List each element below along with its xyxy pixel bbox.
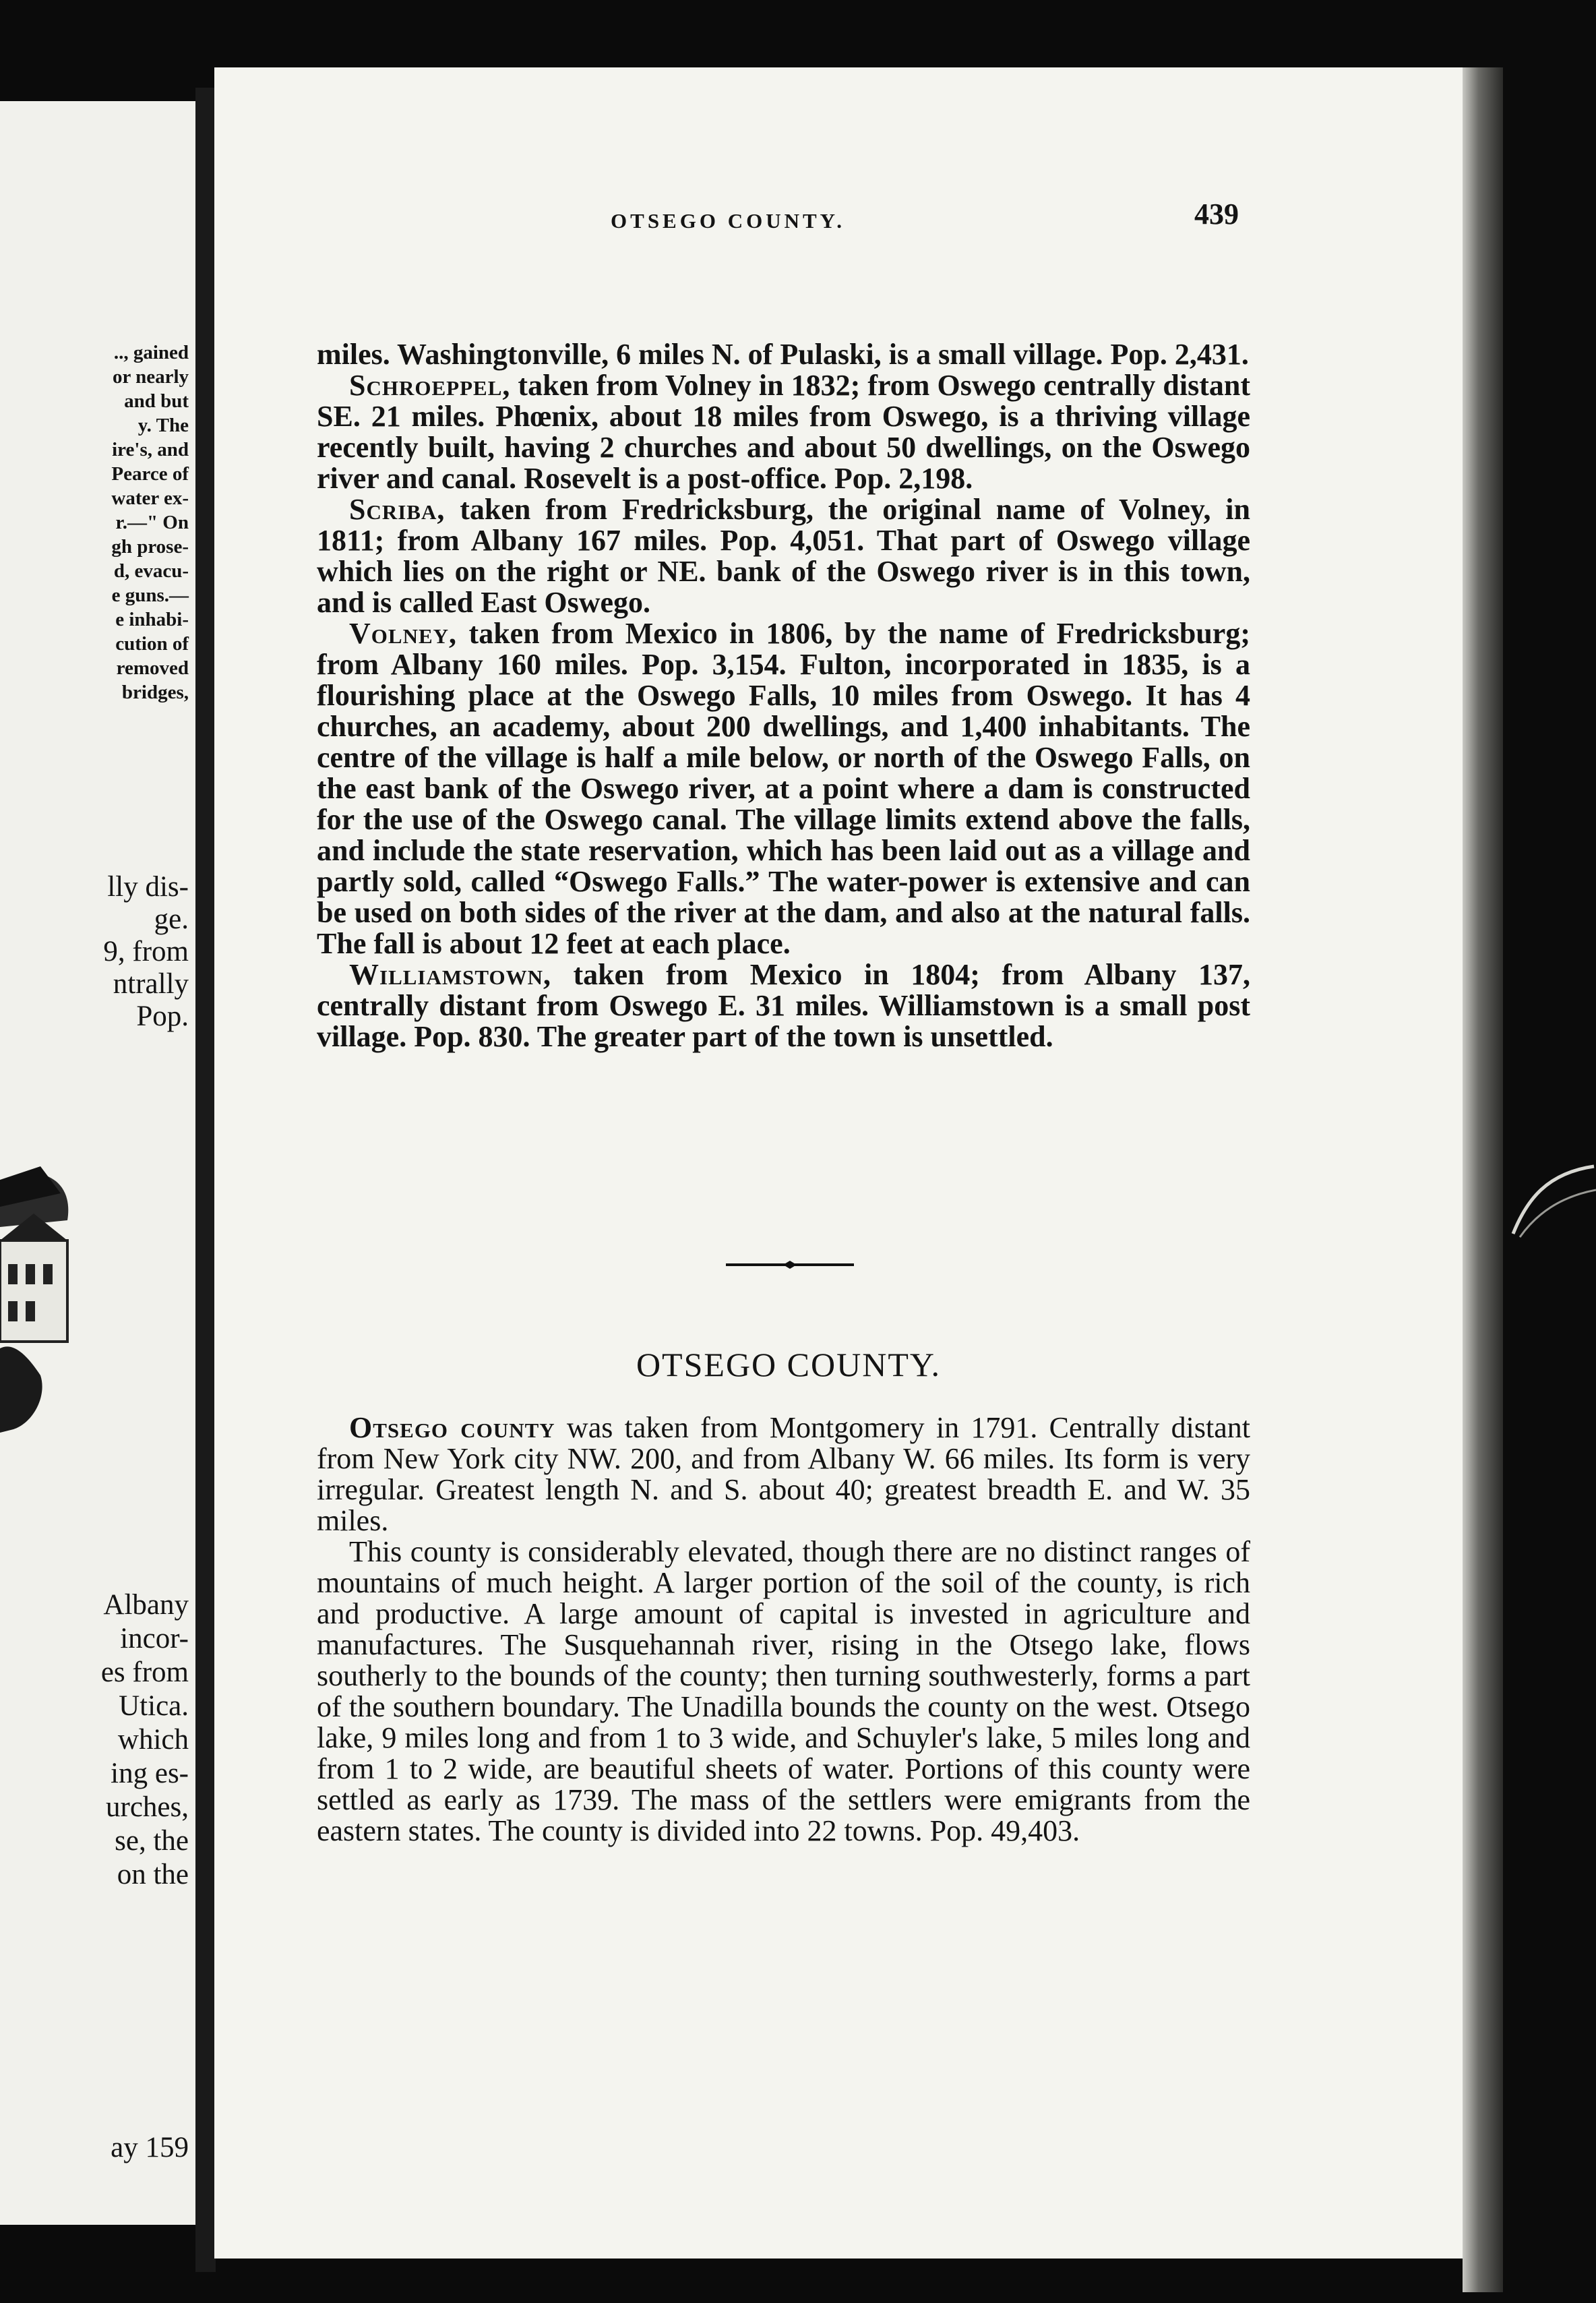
page-edge-shadow (1463, 67, 1503, 2292)
left-fragment-line: incor- (120, 1623, 189, 1654)
left-fragment-line: Pop. (136, 1000, 189, 1032)
left-fragment-line: y. The (137, 415, 189, 436)
town-name-volney: Volney, (349, 617, 458, 650)
left-fragment-line: or nearly (112, 366, 189, 388)
left-fragment-line: .., gained (113, 342, 189, 363)
left-facing-page (0, 101, 195, 2225)
town-name-schroeppel: Schroeppel, (349, 369, 511, 402)
left-fragment-line: lly dis- (107, 871, 189, 903)
paragraph-scriba (317, 494, 1250, 618)
left-fragment-line: bridges, (121, 682, 189, 703)
left-page-illustration (0, 1153, 74, 1436)
schroeppel-text: taken from Volney in 1832; from Oswego centrally distant SE. 21 miles. Phœnix, about 18 miles from Oswego, is a thriving village recently built, having 2 churches and about 50 dwellings, on the Oswego river and canal. Rosevelt is a post-office. Pop. 2,198. (317, 369, 1250, 495)
left-fragment-line: r.—" On (115, 512, 189, 533)
town-name-scriba: Scriba, (349, 493, 446, 526)
williamstown-text: taken from Mexico in 1804; from Albany 137, centrally distant from Oswego E. 31 miles. Williamstown is a small post village. Pop. 830. The greater part of the town is unsettled. (317, 958, 1250, 1053)
left-fragment-line: removed (116, 657, 189, 679)
county-name: Otsego county (349, 1411, 555, 1444)
page-number: 439 (1194, 198, 1239, 231)
left-fragment-line: se, the (115, 1825, 189, 1857)
left-fragment-line: and but (124, 390, 189, 412)
left-fragment-line: which (117, 1724, 189, 1756)
left-fragment-line: ire's, and (112, 439, 189, 460)
left-page-footer-fragment: ay 159 (111, 2132, 189, 2163)
left-fragment-line: cution of (115, 633, 189, 655)
scriba-text: taken from Fredricksburg, the original name of Volney, in 1811; from Albany 167 miles. Pop. 4,051. That part of Oswego village which lies on the right or NE. bank of the Oswego river is in this town, and is called East Oswego. (317, 493, 1250, 619)
page-edge-curl (1506, 1160, 1596, 1240)
left-fragment-line: es from (100, 1656, 189, 1688)
book-gutter (195, 88, 216, 2272)
left-fragment-line: ge. (154, 903, 189, 935)
left-fragment-line: on the (117, 1859, 189, 1890)
left-fragment-line: ing es- (111, 1758, 189, 1789)
left-fragment-line: water ex- (111, 487, 189, 509)
left-fragment-line: urches, (106, 1791, 189, 1823)
left-fragment-line: Pearce of (111, 463, 189, 485)
town-name-williamstown: Williamstown, (349, 958, 551, 991)
section-divider-ornament (726, 1261, 854, 1269)
left-fragment-line: d, evacu- (113, 560, 189, 582)
otsego-intro-text: was taken from Montgomery in 1791. Centrally distant from New York city NW. 200, and from Albany W. 66 miles. Its form is very irregular. Greatest length N. and S. about 40; greatest breadth E. and W. 35 miles. (317, 1411, 1251, 1537)
paragraph-otsego-description: This county is considerably elevated, though there are no distinct ranges of mountains of much height. A larger portion of the soil of the county, is rich and productive. A large amount of capital is invested in agriculture and manufactures. The Susquehannah river, rising in the Otsego lake, flows southerly to the bounds of the county; then turning southwesterly, forms a part of the southern boundary. The Unadilla bounds the county on the west. Otsego lake, 9 miles long and from 1 to 3 wide, and Schuyler's lake, 5 miles long and from 1 to 2 wide, are beautiful sheets of water. Portions of this county were settled as early as 1739. The mass of the settlers were emigrants from the eastern states. The county is divided into 22 towns. Pop. 49,403. (317, 1535, 1250, 1847)
left-fragment-line: e guns.— (111, 585, 189, 606)
left-fragment-line: gh prose- (111, 536, 189, 558)
left-fragment-line: ntrally (113, 968, 189, 1000)
paragraph-williamstown (317, 959, 1250, 1052)
paragraph-otsego-intro (317, 1412, 1250, 1536)
section2-text (317, 1412, 1250, 1847)
volney-text: taken from Mexico in 1806, by the name of Fredricksburg; from Albany 160 miles. Pop. 3,154. Fulton, incorporated in 1835, is a flourishing place at the Oswego Falls, 10 miles from Oswego. It has 4 churches, an academy, about 200 dwellings, and 1,400 inhabitants. The centre of the village is half a mile below, or north of the Oswego Falls, on the east bank of the Oswego river, at a point where a dam is constructed for the use of the Oswego canal. The village limits extend above the falls, and include the state reservation, which has been laid out as a village and partly sold, called “Oswego Falls.” The water-power is extensive and can be used on both sides of the river at the dam, and also at the natural falls. The fall is about 12 feet at each place. (317, 617, 1250, 960)
left-fragment-line: e inhabi- (115, 609, 189, 630)
paragraph-schroeppel (317, 370, 1250, 494)
paragraph-opening: miles. Washingtonville, 6 miles N. of Pulaski, is a small village. Pop. 2,431. (317, 338, 1249, 371)
section1-text (317, 339, 1250, 1052)
running-head: OTSEGO COUNTY. (611, 209, 845, 233)
paragraph-volney (317, 618, 1250, 959)
left-fragment-line: Albany (103, 1589, 189, 1621)
left-fragment-line: 9, from (103, 936, 189, 967)
section-title: OTSEGO COUNTY. (636, 1346, 942, 1383)
left-fragment-line: Utica. (119, 1690, 189, 1722)
